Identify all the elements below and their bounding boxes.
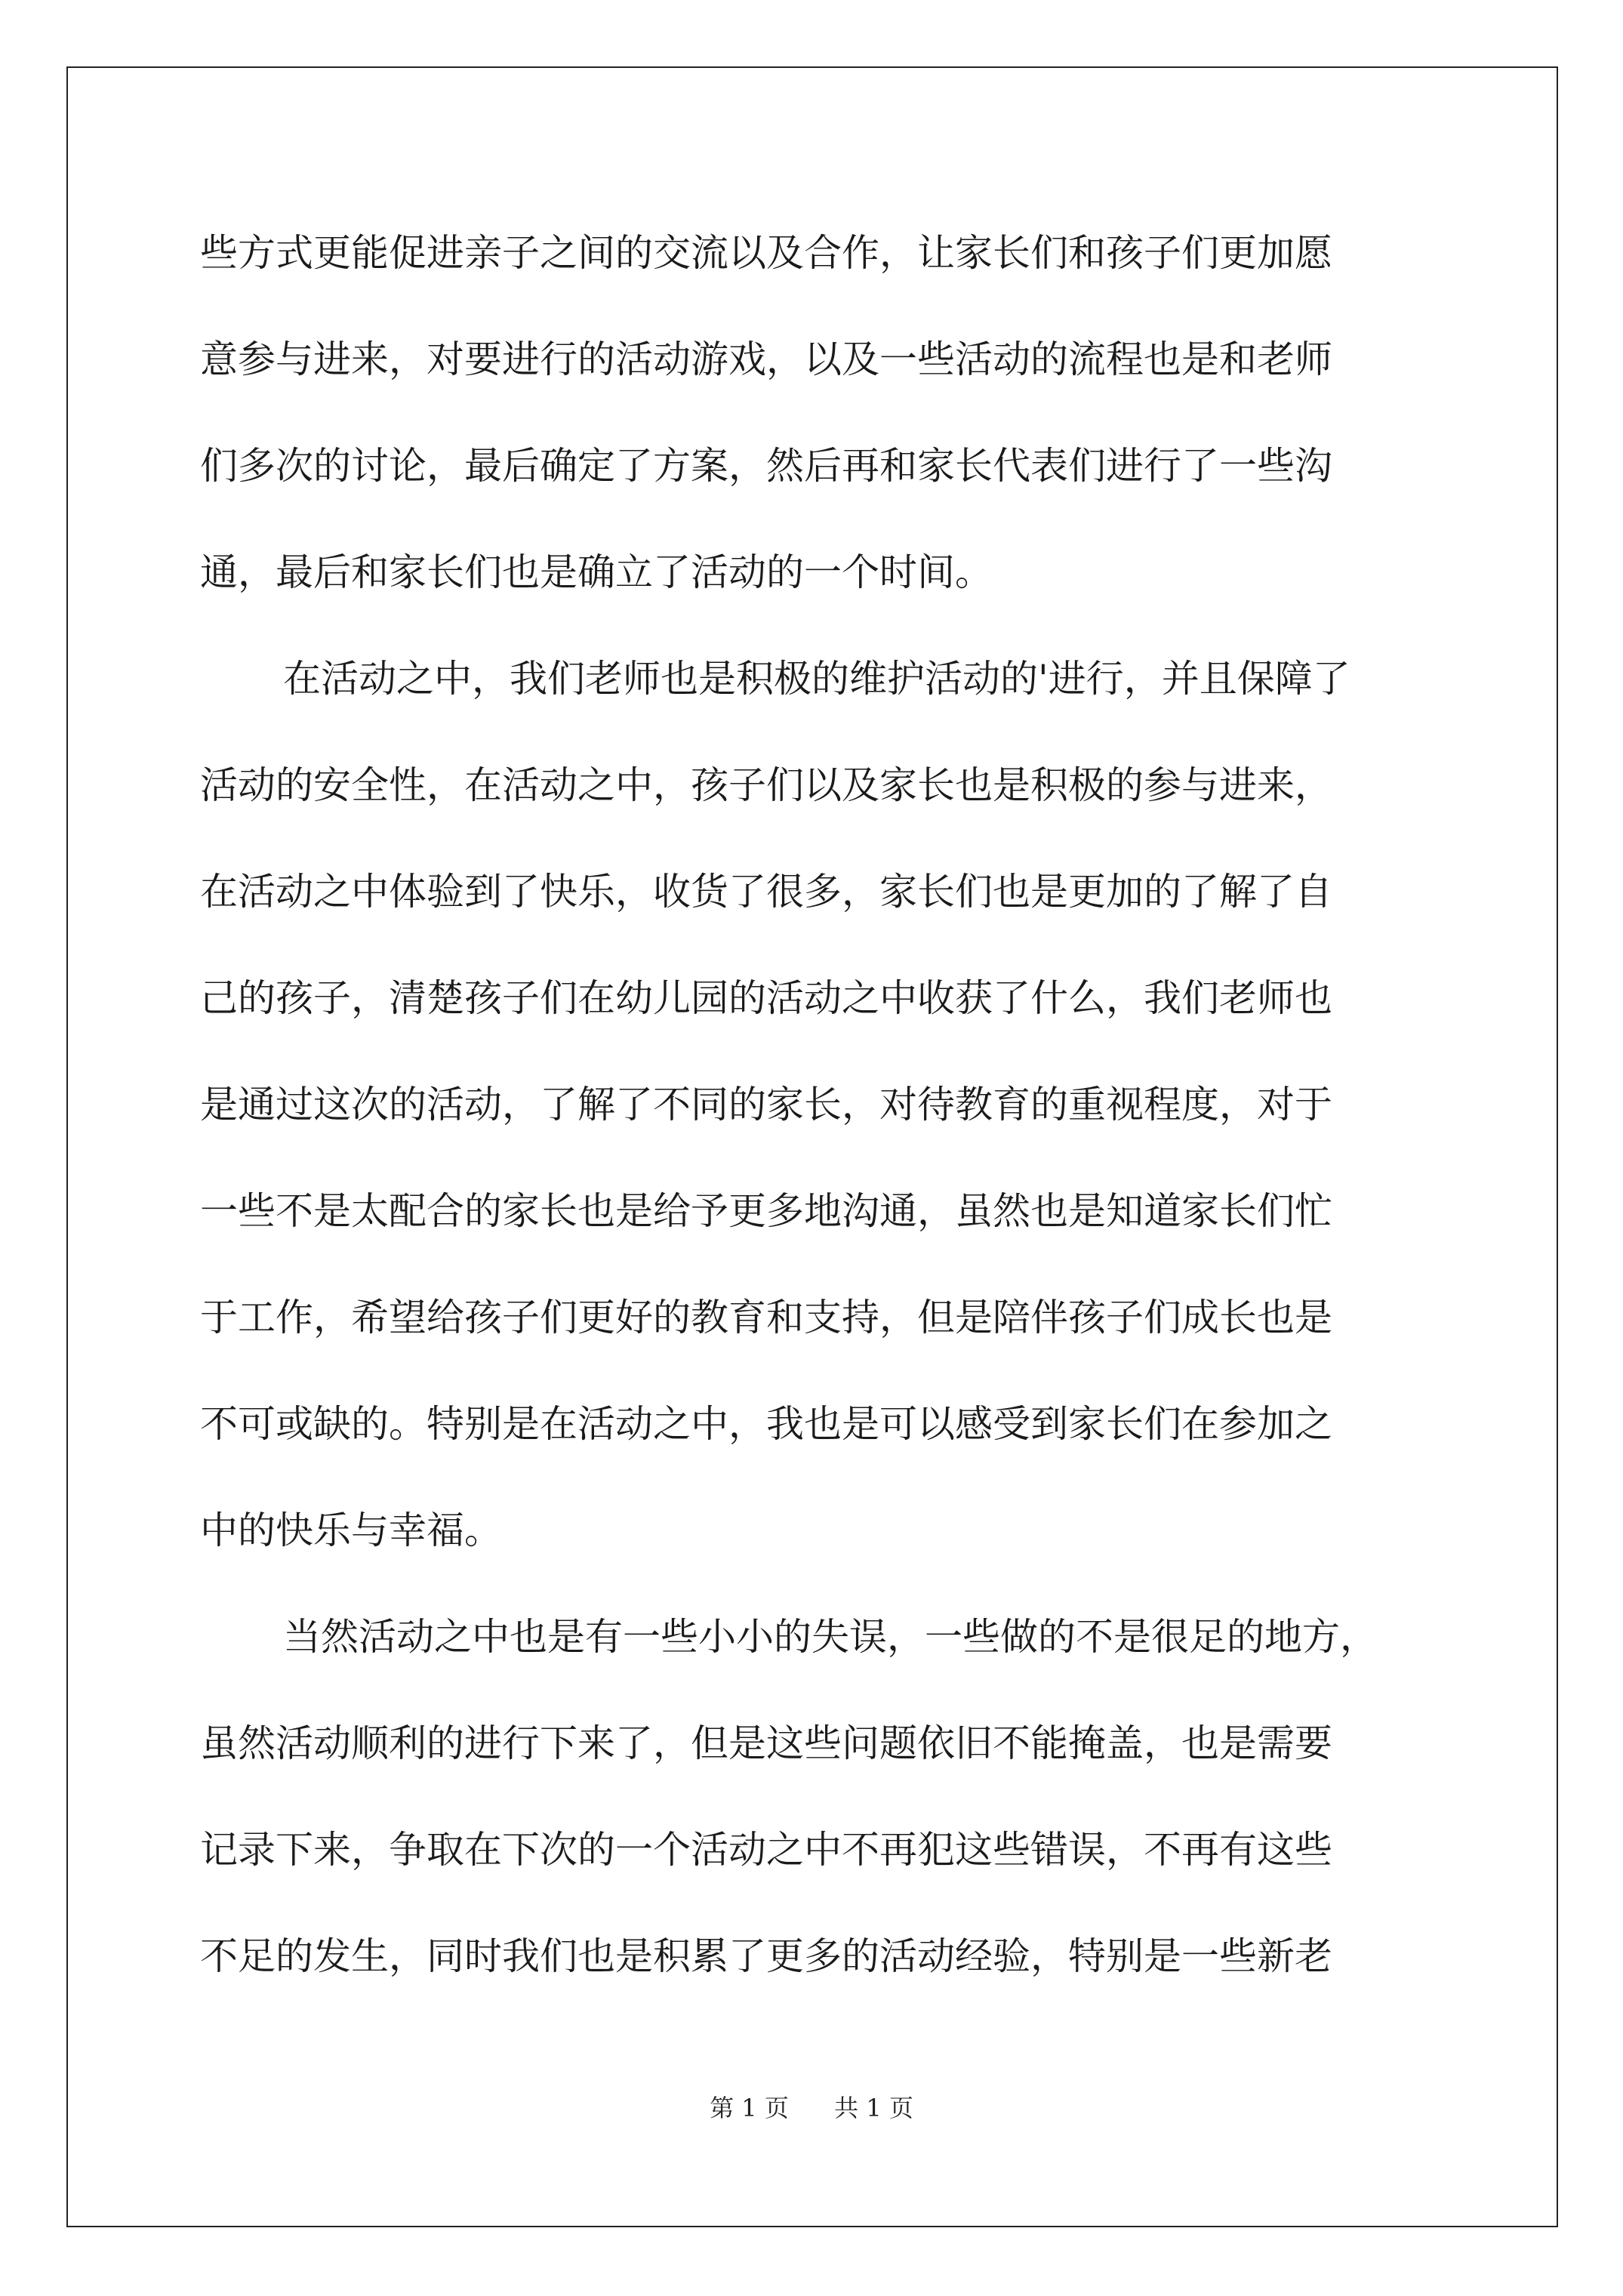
- page-footer: [0, 2093, 1623, 2123]
- page-number: 第 1 页: [710, 2094, 789, 2122]
- text-line: 些方式更能促进亲子之间的交流以及合作，让家长们和孩子们更加愿: [200, 231, 1332, 275]
- text-line: 中的快乐与幸福。: [200, 1509, 502, 1552]
- text-line: 虽然活动顺利的进行下来了，但是这些问题依旧不能掩盖，也是需要: [200, 1721, 1332, 1765]
- text-line: 一些不是太配合的家长也是给予更多地沟通，虽然也是知道家长们忙: [200, 1189, 1332, 1233]
- text-line: 们多次的讨论，最后确定了方案，然后再和家长代表们进行了一些沟: [200, 444, 1332, 488]
- text-line: 活动的安全性，在活动之中，孩子们以及家长也是积极的参与进来，: [200, 763, 1332, 807]
- document-body: [200, 200, 1438, 2010]
- text-line: 意参与进来，对要进行的活动游戏，以及一些活动的流程也是和老师: [200, 337, 1332, 381]
- page-count: 共 1 页: [834, 2094, 913, 2122]
- text-line: 己的孩子，清楚孩子们在幼儿园的活动之中收获了什么，我们老师也: [200, 976, 1332, 1020]
- paragraph-start-line: 在活动之中，我们老师也是积极的维护活动的'进行，并且保障了: [283, 657, 1350, 701]
- text-line: 不可或缺的。特别是在活动之中，我也是可以感受到家长们在参加之: [200, 1402, 1332, 1446]
- text-line: 记录下来，争取在下次的一个活动之中不再犯这些错误，不再有这些: [200, 1828, 1332, 1872]
- text-line: 在活动之中体验到了快乐，收货了很多，家长们也是更加的了解了自: [200, 870, 1332, 914]
- paragraph-start-line: 当然活动之中也是有一些小小的失误，一些做的不是很足的地方，: [283, 1615, 1378, 1659]
- text-line: 于工作，希望给孩子们更好的教育和支持，但是陪伴孩子们成长也是: [200, 1296, 1332, 1339]
- text-line: 不足的发生，同时我们也是积累了更多的活动经验，特别是一些新老: [200, 1934, 1332, 1978]
- text-line: 通，最后和家长们也是确立了活动的一个时间。: [200, 550, 993, 594]
- text-line: 是通过这次的活动，了解了不同的家长，对待教育的重视程度，对于: [200, 1083, 1332, 1126]
